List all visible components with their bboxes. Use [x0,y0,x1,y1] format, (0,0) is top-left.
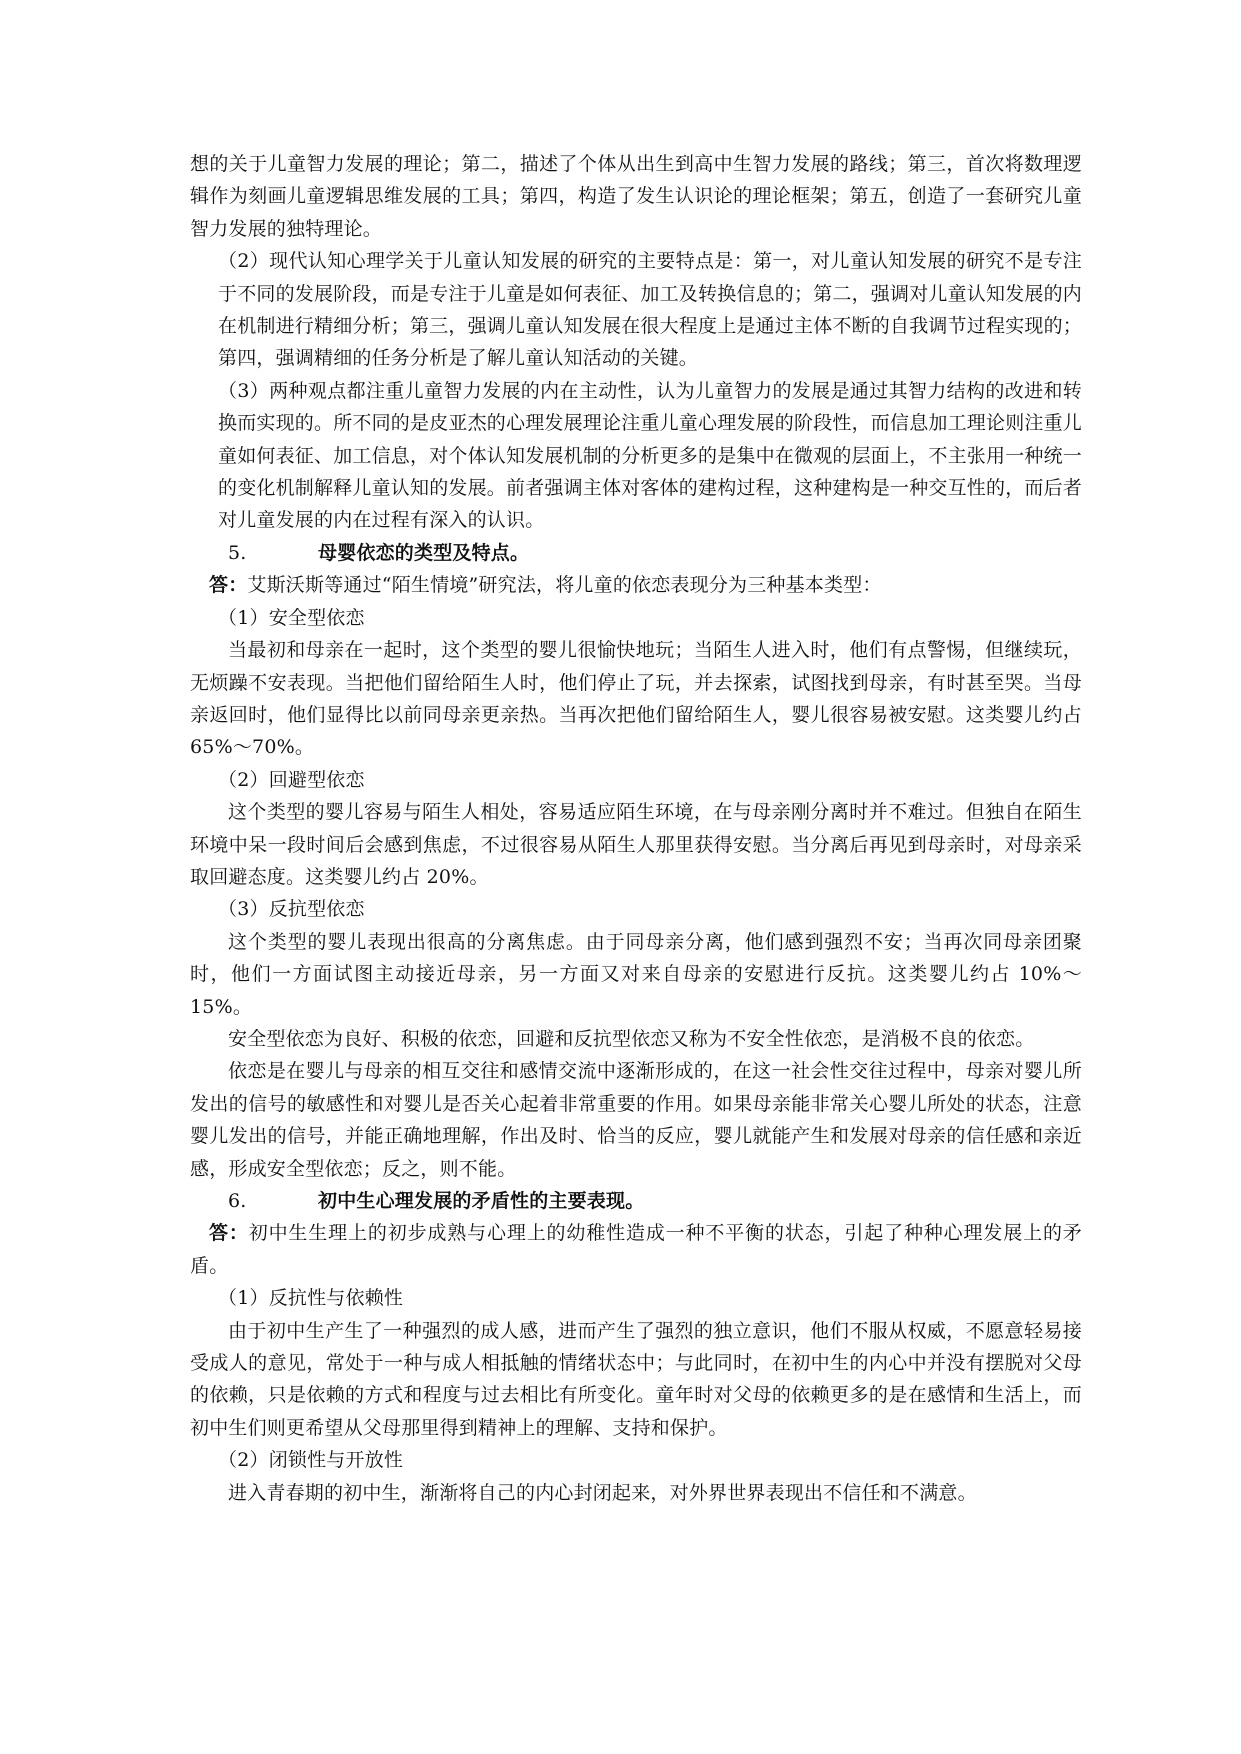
question-heading-5 [190,537,1082,569]
paragraph: 依恋是在婴儿与母亲的相互交往和感情交流中逐渐形成的，在这一社会性交往过程中，母亲对婴儿所发出的信号的敏感性和对婴儿是否关心起着非常重要的作用。如果母亲能非常关心婴儿所处的状态，注意婴儿发出的信号，并能正确地理解，作出及时、恰当的反应，婴儿就能产生和发展对母亲的信任感和亲近感，形成安全型依恋；反之，则不能。 [190,1060,1082,1180]
paragraph: 当最初和母亲在一起时，这个类型的婴儿很愉快地玩；当陌生人进入时，他们有点警惕，但继续玩，无烦躁不安表现。当把他们留给陌生人时，他们停止了玩，并去探索，试图找到母亲，有时甚至哭。当母亲返回时，他们显得比以前同母亲更亲热。当再次把他们留给陌生人，婴儿很容易被安慰。这类婴儿约占 65%～70%。 [190,639,1082,759]
answer-text: 初中生生理上的初步成熟与心理上的幼稚性造成一种不平衡的状态，引起了种种心理发展上的矛盾。 [190,1222,1082,1277]
question-title: 初中生心理发展的矛盾性的主要表现。 [318,1190,645,1212]
paragraph: 这个类型的婴儿容易与陌生人相处，容易适应陌生环境，在与母亲刚分离时并不难过。但独自在陌生环境中呆一段时间后会感到焦虑，不过很容易从陌生人那里获得安慰。当分离后再见到母亲时，对母亲采取回避态度。这类婴儿约占 20%。 [190,801,1082,888]
paragraph: 想的关于儿童智力发展的理论；第二，描述了个体从出生到高中生智力发展的路线；第三，首次将数理逻辑作为刻画儿童逻辑思维发展的工具；第四，构造了发生认识论的理论框架；第五，创造了一套研究儿童智力发展的独特理论。 [190,153,1082,240]
subheading: （3）反抗型依恋 [218,898,365,921]
answer-paragraph [190,569,1082,601]
paragraph: （3）两种观点都注重儿童智力发展的内在主动性，认为儿童智力的发展是通过其智力结构的改进和转换而实现的。所不同的是皮亚杰的心理发展理论注重儿童心理发展的阶段性，而信息加工理论则注重儿童如何表征、加工信息，对个体认知发展机制的分析更多的是集中在微观的层面上，不主张用一种统一的变化机制解释儿童认知的发展。前者强调主体对客体的建构过程，这种建构是一种交互性的，而后者对儿童发展的内在过程有深入的认识。 [218,379,1083,532]
answer-label: 答： [209,574,248,597]
paragraph: （2）现代认知心理学关于儿童认知发展的研究的主要特点是：第一，对儿童认知发展的研究不是专注于不同的发展阶段，而是专注于儿童是如何表征、加工及转换信息的；第二，强调对儿童认知发展的内在机制进行精细分析；第三，强调儿童认知发展在很大程度上是通过主体不断的自我调节过程实现的；第四，强调精细的任务分析是了解儿童认知活动的关键。 [218,250,1083,370]
answer-label: 答： [209,1222,249,1245]
answer-text: 艾斯沃斯等通过“陌生情境”研究法，将儿童的依恋表现分为三种基本类型： [247,574,882,597]
paragraph: 这个类型的婴儿表现出很高的分离焦虑。由于同母亲分离，他们感到强烈不安；当再次同母亲团聚时，他们一方面试图主动接近母亲，另一方面又对来自母亲的安慰进行反抗。这类婴儿约占 10%～15%。 [190,930,1082,1018]
paragraph: 安全型依恋为良好、积极的依恋，回避和反抗型依恋又称为不安全性依恋，是消极不良的依恋。 [228,1027,1035,1050]
paragraph: 进入青春期的初中生，渐渐将自己的内心封闭起来，对外界世界表现出不信任和不满意。 [228,1481,977,1504]
subheading: （1）安全型依恋 [218,606,365,629]
question-number: 6. [228,1190,247,1212]
paragraph: 由于初中生产生了一种强烈的成人感，进而产生了强烈的独立意识，他们不服从权威，不愿意轻易接受成人的意见，常处于一种与成人相抵触的情绪状态中；与此同时，在初中生的内心中并没有摆脱对父母的依赖，只是依赖的方式和程度与过去相比有所变化。童年时对父母的依赖更多的是在感情和生活上，而初中生们则更希望从父母那里得到精神上的理解、支持和保护。 [190,1319,1082,1439]
subheading: （2）回避型依恋 [218,768,365,791]
subheading: （1）反抗性与依赖性 [218,1287,404,1310]
subheading: （2）闭锁性与开放性 [218,1449,404,1472]
document-page [190,148,1082,1509]
question-number: 5. [228,541,247,564]
question-heading-6 [190,1185,1082,1217]
answer-paragraph [190,1217,1082,1282]
question-title: 母婴依恋的类型及特点。 [318,541,530,564]
